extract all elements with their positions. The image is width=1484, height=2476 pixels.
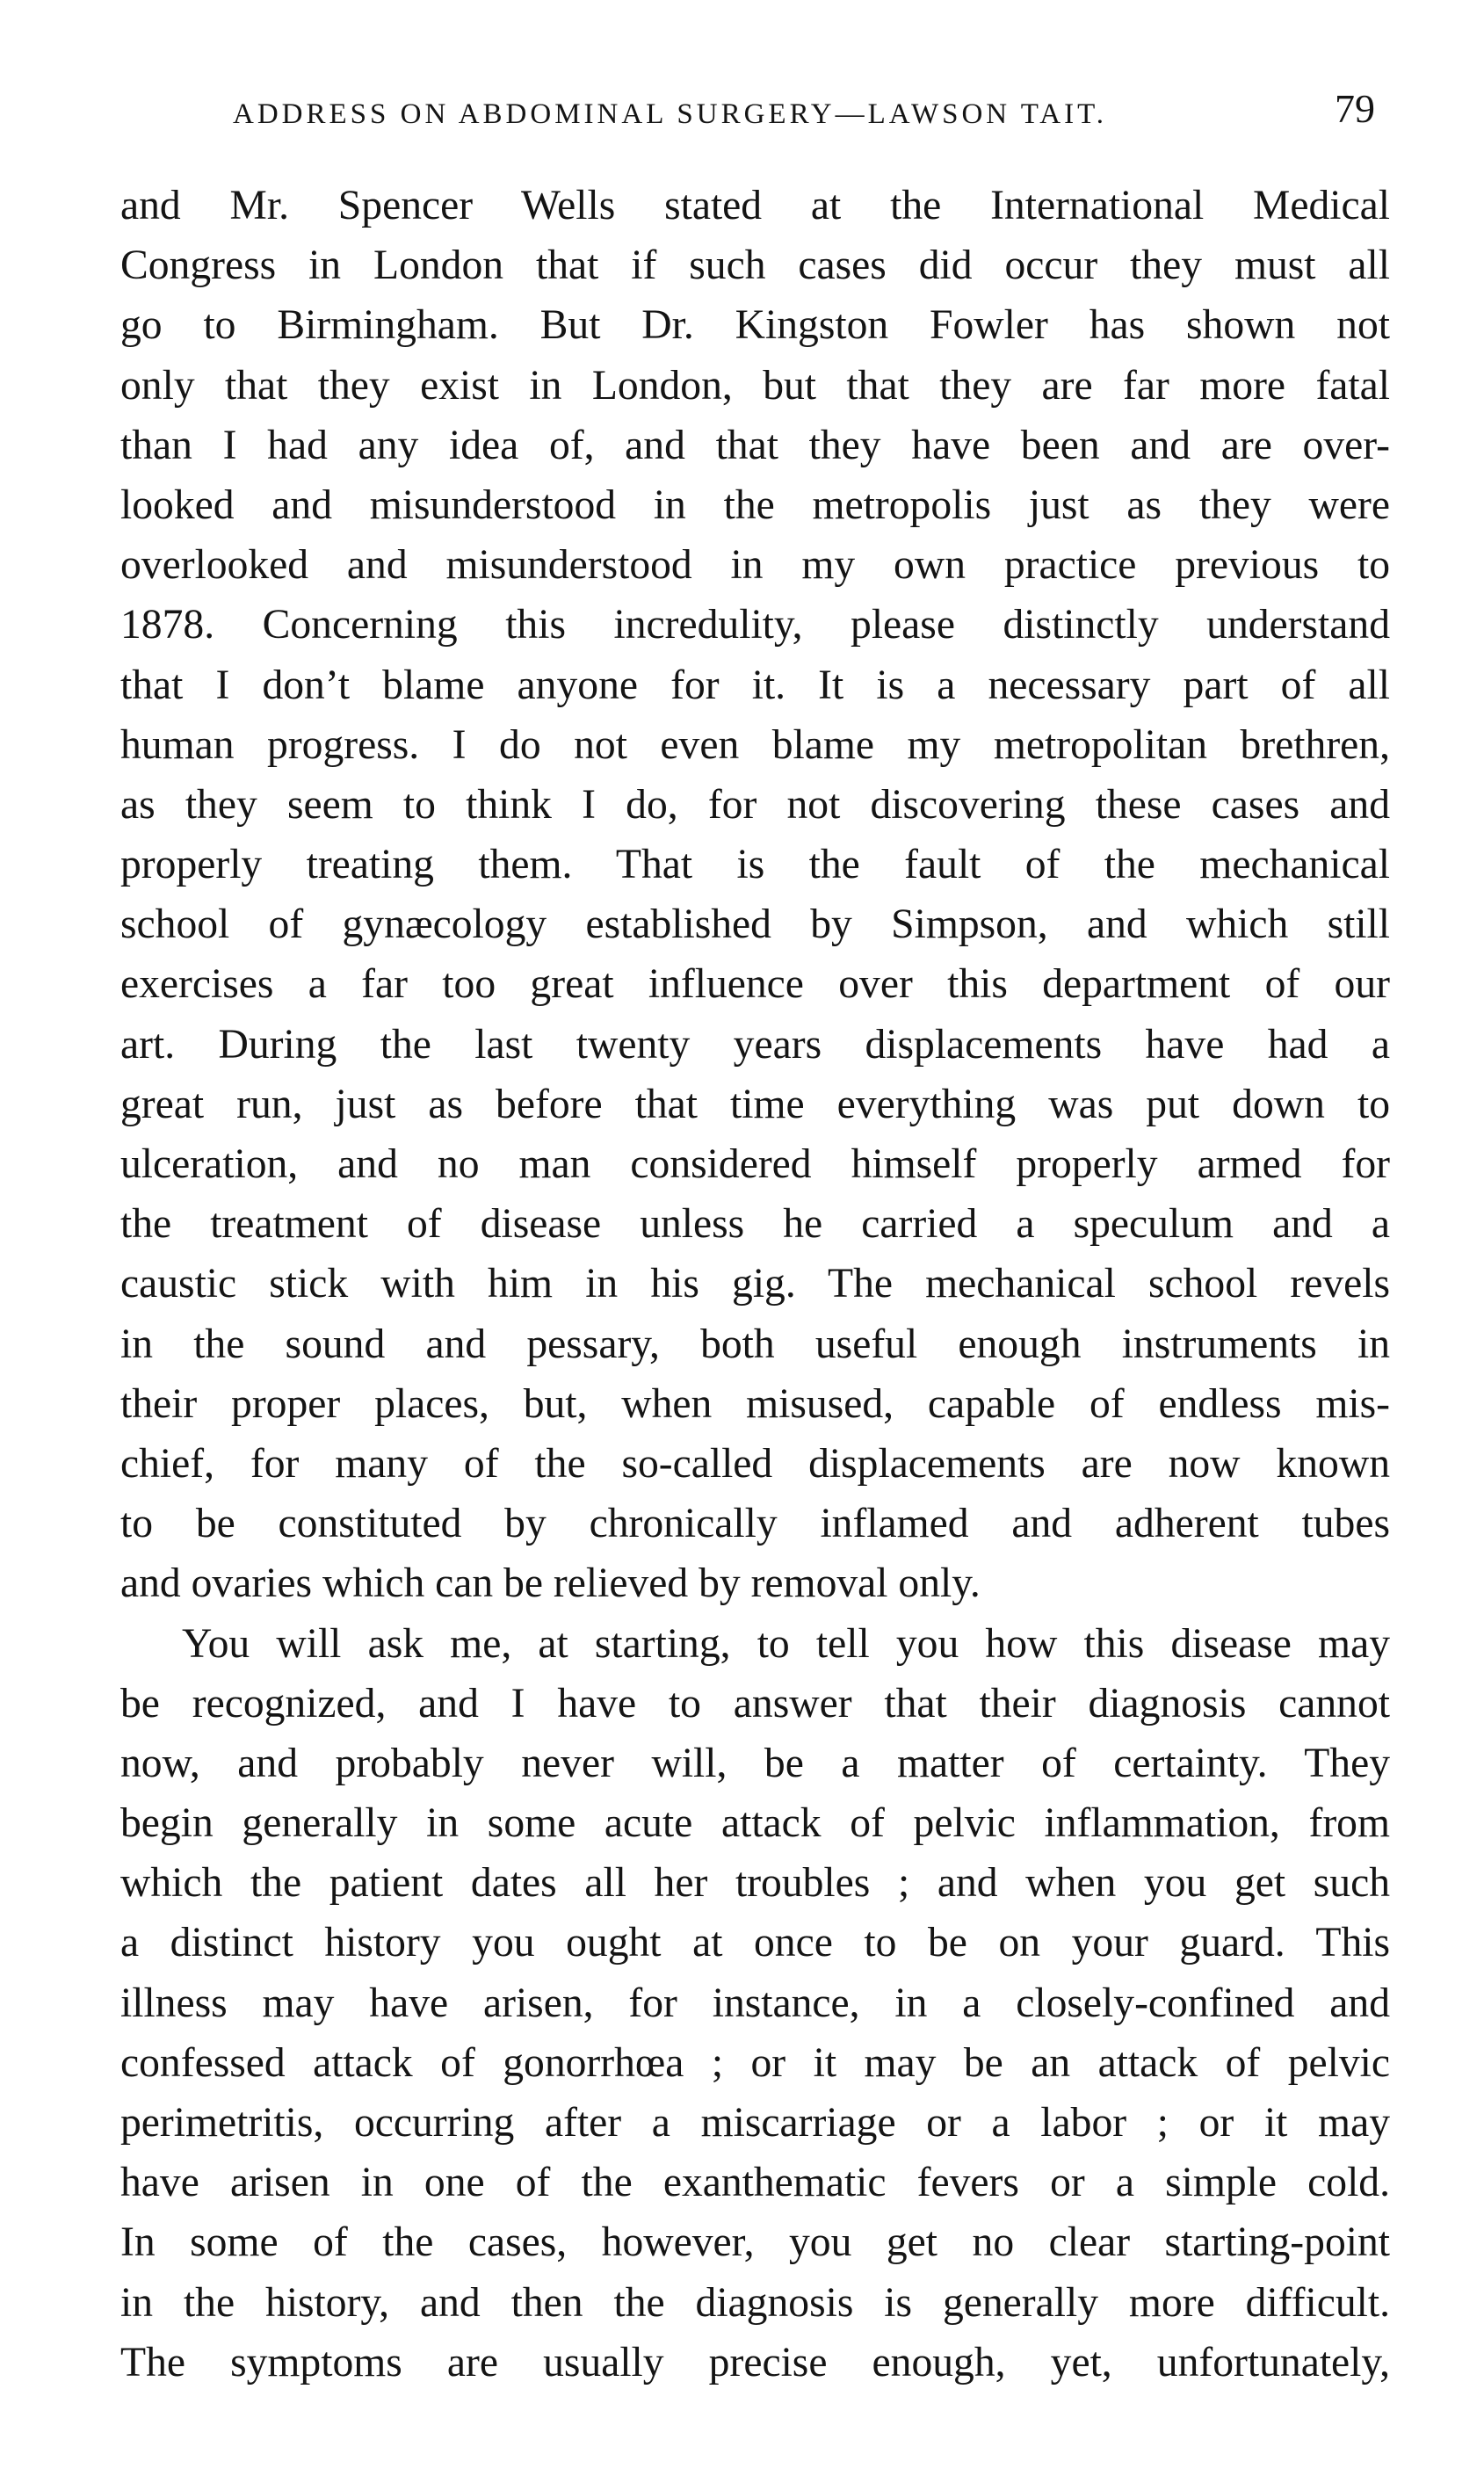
text-line: great run, just as before that time everything was put down to [120,1081,1390,1127]
text-line: chief, for many of the so-called displacements are now known [120,1440,1390,1487]
text-line: properly treating them. That is the fault of the mechanical [120,842,1390,888]
text-line: school of gynæcology established by Simpson, and which still [120,901,1390,948]
text-line: go to Birmingham. But Dr. Kingston Fowler has shown not [120,302,1390,349]
text-line: You will ask me, at starting, to tell you how this disease may [182,1620,1390,1667]
text-line: In some of the cases, however, you get no clear starting-point [120,2219,1390,2266]
text-line: their proper places, but, when misused, capable of endless mis- [120,1380,1390,1427]
text-line: than I had any idea of, and that they have been and are over- [120,422,1390,468]
text-line: a distinct history you ought at once to be on your guard. This [120,1920,1390,1966]
text-line: The symptoms are usually precise enough, yet, unfortunately, [120,2339,1390,2386]
text-line: and Mr. Spencer Wells stated at the International Medical [120,183,1390,228]
text-line: and ovaries which can be relieved by removal only. [120,1560,981,1607]
running-head [233,88,1375,141]
body-text [120,176,1390,2393]
text-line: now, and probably never will, be a matter of certainty. They [120,1740,1390,1786]
text-line: illness may have arisen, for instance, in a closely-confined and [120,1980,1390,2026]
text-line: Congress in London that if such cases did occur they must all [120,243,1390,289]
text-line: the treatment of disease unless he carried a speculum and a [120,1201,1390,1248]
text-line: to be constituted by chronically inflamed and adherent tubes [120,1501,1390,1547]
text-line: exercises a far too great influence over this department of our [120,961,1390,1008]
text-line: be recognized, and I have to answer that their diagnosis cannot [120,1680,1390,1727]
text-line: looked and misunderstood in the metropolis just as they were [120,481,1390,528]
text-line: ulceration, and no man considered himself properly armed for [120,1141,1390,1187]
paragraph [120,1614,1390,2393]
running-title: ADDRESS ON ABDOMINAL SURGERY—LAWSON TAIT. [233,98,1108,130]
paragraph [120,176,1390,1614]
text-line: begin generally in some acute attack of pelvic inflammation, from [120,1800,1390,1847]
text-line: have arisen in one of the exanthematic fevers or a simple cold. [120,2160,1390,2206]
text-line: overlooked and misunderstood in my own practice previous to [120,542,1390,589]
text-line: in the sound and pessary, both useful enough instruments in [120,1321,1390,1367]
page-number: 79 [1335,86,1375,131]
text-line: confessed attack of gonorrhœa ; or it may be an attack of pelvic [120,2039,1390,2086]
text-line: 1878. Concerning this incredulity, please distinctly understand [120,602,1390,648]
text-line: which the patient dates all her troubles ; and when you get such [120,1860,1390,1907]
text-line: caustic stick with him in his gig. The mechanical school revels [120,1261,1390,1307]
text-line: that I don’t blame anyone for it. It is a necessary part of all [120,662,1390,708]
text-line: art. During the last twenty years displacements have had a [120,1021,1390,1068]
text-line: perimetritis, occurring after a miscarriage or a labor ; or it may [120,2100,1390,2146]
text-line: human progress. I do not even blame my metropolitan brethren, [120,721,1390,768]
text-line: in the history, and then the diagnosis is generally more difficult. [120,2279,1390,2326]
text-line: as they seem to think I do, for not discovering these cases and [120,781,1390,828]
text-line: only that they exist in London, but that they are far more fatal [120,362,1390,409]
